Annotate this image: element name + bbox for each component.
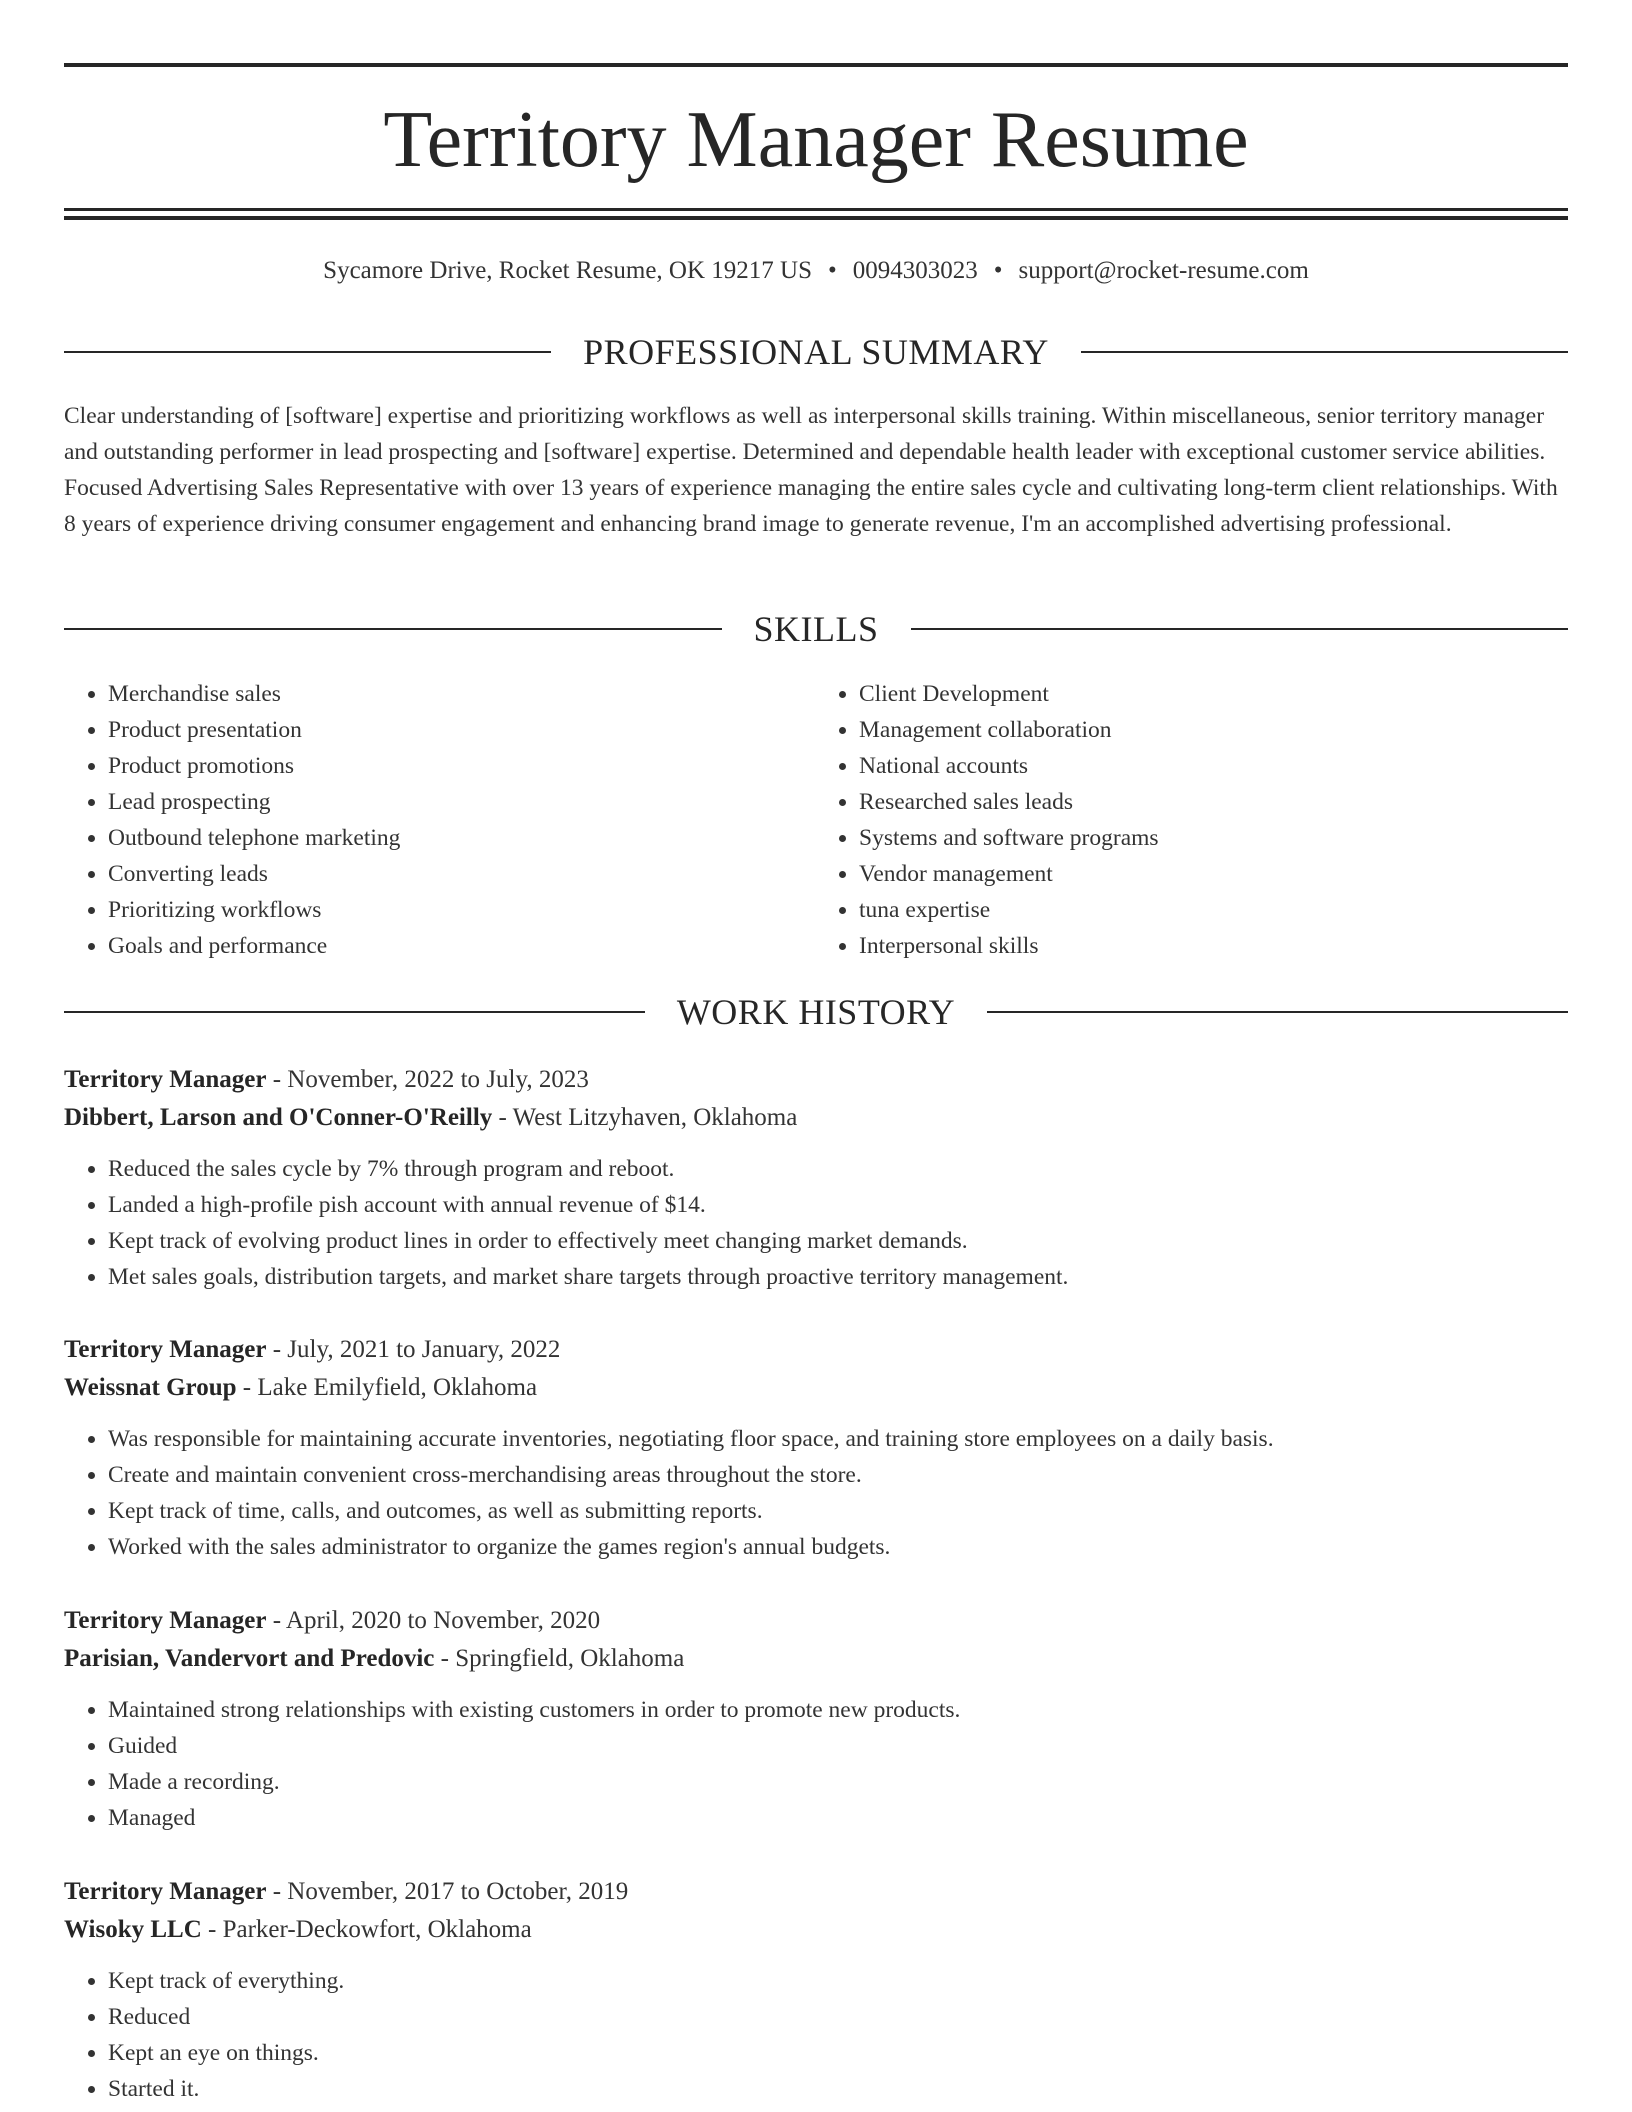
skill-item: • Converting leads [108, 856, 817, 892]
skills-column-right [817, 676, 1568, 964]
job-bullet: • Was responsible for maintaining accurate inventories, negotiating floor space, and training store employees on a daily basis. [108, 1421, 1568, 1457]
skill-item: • Goals and performance [108, 928, 817, 964]
job-entry [64, 1604, 1568, 1836]
heading-rule [1081, 351, 1568, 353]
job-dates: - July, 2021 to January, 2022 [266, 1336, 561, 1363]
job-company: Parisian, Vandervort and Predovic [64, 1645, 435, 1672]
skills-column-left [64, 676, 817, 964]
job-company-line [64, 1101, 1568, 1135]
title-double-rule [64, 208, 1568, 220]
job-location: - West Litzyhaven, Oklahoma [492, 1104, 798, 1131]
job-bullet: • Kept track of everything. [108, 1963, 1568, 1999]
work-history-heading [64, 990, 1568, 1034]
job-title: Territory Manager [64, 1607, 267, 1634]
job-bullets [64, 1151, 1568, 1295]
job-title-line [64, 1063, 1568, 1097]
job-bullet: • Managed [108, 1800, 1568, 1836]
job-company-line [64, 1642, 1568, 1676]
skill-item: • Product presentation [108, 712, 817, 748]
skill-item: • tuna expertise [859, 892, 1568, 928]
skill-item: • Merchandise sales [108, 676, 817, 712]
job-bullet: • Landed a high-profile pish account with annual revenue of $14. [108, 1187, 1568, 1223]
job-bullet: • Kept an eye on things. [108, 2035, 1568, 2071]
job-dates: - November, 2017 to October, 2019 [266, 1878, 629, 1905]
job-title: Territory Manager [64, 1878, 267, 1905]
job-bullet: • Met sales goals, distribution targets, and market share targets through proactive territory management. [108, 1259, 1568, 1295]
job-entry [64, 1875, 1568, 2107]
job-company: Wisoky LLC [64, 1916, 202, 1943]
summary-heading-label: PROFESSIONAL SUMMARY [583, 332, 1049, 372]
job-bullet: • Guided [108, 1728, 1568, 1764]
job-bullet: • Maintained strong relationships with existing customers in order to promote new products. [108, 1692, 1568, 1728]
summary-text: Clear understanding of [software] expertise and prioritizing workflows as well as interpersonal skills training. Within miscellaneous, senior territory manager and outstanding performer in lead prospecting and [software] expertise. Determined and dependable health leader with exceptional customer service abilities. Focused Advertising Sales Representative with over 13 years of experience managing the entire sales cycle and cultivating long-term client relationships. With 8 years of experience driving consumer engagement and enhancing brand image to generate revenue, I'm an accomplished advertising professional. [64, 403, 1558, 537]
job-bullet: • Create and maintain convenient cross-merchandising areas throughout the store. [108, 1457, 1568, 1493]
skill-item: • Interpersonal skills [859, 928, 1568, 964]
skills-heading-label: SKILLS [753, 609, 879, 649]
job-entry [64, 1333, 1568, 1565]
skill-item: • Researched sales leads [859, 784, 1568, 820]
job-dates: - November, 2022 to July, 2023 [266, 1066, 589, 1093]
job-bullets [64, 1421, 1568, 1565]
page-title: Territory Manager Resume [383, 96, 1249, 184]
contact-address: Sycamore Drive, Rocket Resume, OK 19217 US [323, 257, 812, 284]
job-title: Territory Manager [64, 1066, 267, 1093]
heading-rule [987, 1011, 1568, 1013]
skill-item: • National accounts [859, 748, 1568, 784]
summary-heading [64, 330, 1568, 374]
skills-list [64, 676, 1568, 964]
contact-separator: • [993, 257, 1003, 284]
job-dates: - April, 2020 to November, 2020 [266, 1607, 601, 1634]
job-title-line [64, 1604, 1568, 1638]
job-company-line [64, 1371, 1568, 1405]
skill-item: • Product promotions [108, 748, 817, 784]
job-company: Weissnat Group [64, 1374, 237, 1401]
contact-line [64, 254, 1568, 288]
top-rule [64, 63, 1568, 67]
contact-email: support@rocket-resume.com [1018, 257, 1309, 284]
job-title-line [64, 1333, 1568, 1367]
job-bullet: • Started it. [108, 2071, 1568, 2107]
heading-rule [64, 351, 551, 353]
job-entry [64, 1063, 1568, 1295]
job-bullet: • Made a recording. [108, 1764, 1568, 1800]
skill-item: • Client Development [859, 676, 1568, 712]
skill-item: • Management collaboration [859, 712, 1568, 748]
job-bullet: • Worked with the sales administrator to organize the games region's annual budgets. [108, 1529, 1568, 1565]
job-bullet: • Kept track of evolving product lines in order to effectively meet changing market demands. [108, 1223, 1568, 1259]
contact-phone: 0094303023 [852, 257, 978, 284]
job-location: - Lake Emilyfield, Oklahoma [236, 1374, 538, 1401]
job-title: Territory Manager [64, 1336, 267, 1363]
job-company: Dibbert, Larson and O'Conner-O'Reilly [64, 1104, 493, 1131]
skill-item: • Systems and software programs [859, 820, 1568, 856]
job-location: - Parker-Deckowfort, Oklahoma [201, 1916, 532, 1943]
heading-rule [64, 1011, 645, 1013]
skill-item: • Outbound telephone marketing [108, 820, 817, 856]
job-bullet: • Reduced [108, 1999, 1568, 2035]
heading-rule [911, 628, 1569, 630]
job-title-line [64, 1875, 1568, 1909]
job-company-line [64, 1913, 1568, 1947]
job-location: - Springfield, Oklahoma [434, 1645, 685, 1672]
job-bullet: • Reduced the sales cycle by 7% through program and reboot. [108, 1151, 1568, 1187]
skill-item: • Prioritizing workflows [108, 892, 817, 928]
work-history-heading-label: WORK HISTORY [676, 992, 956, 1032]
skill-item: • Lead prospecting [108, 784, 817, 820]
skills-heading [64, 607, 1568, 651]
job-bullets [64, 1692, 1568, 1836]
job-bullets [64, 1963, 1568, 2107]
skill-item: • Vendor management [859, 856, 1568, 892]
job-bullet: • Kept track of time, calls, and outcomes, as well as submitting reports. [108, 1493, 1568, 1529]
contact-separator: • [827, 257, 837, 284]
heading-rule [64, 628, 722, 630]
